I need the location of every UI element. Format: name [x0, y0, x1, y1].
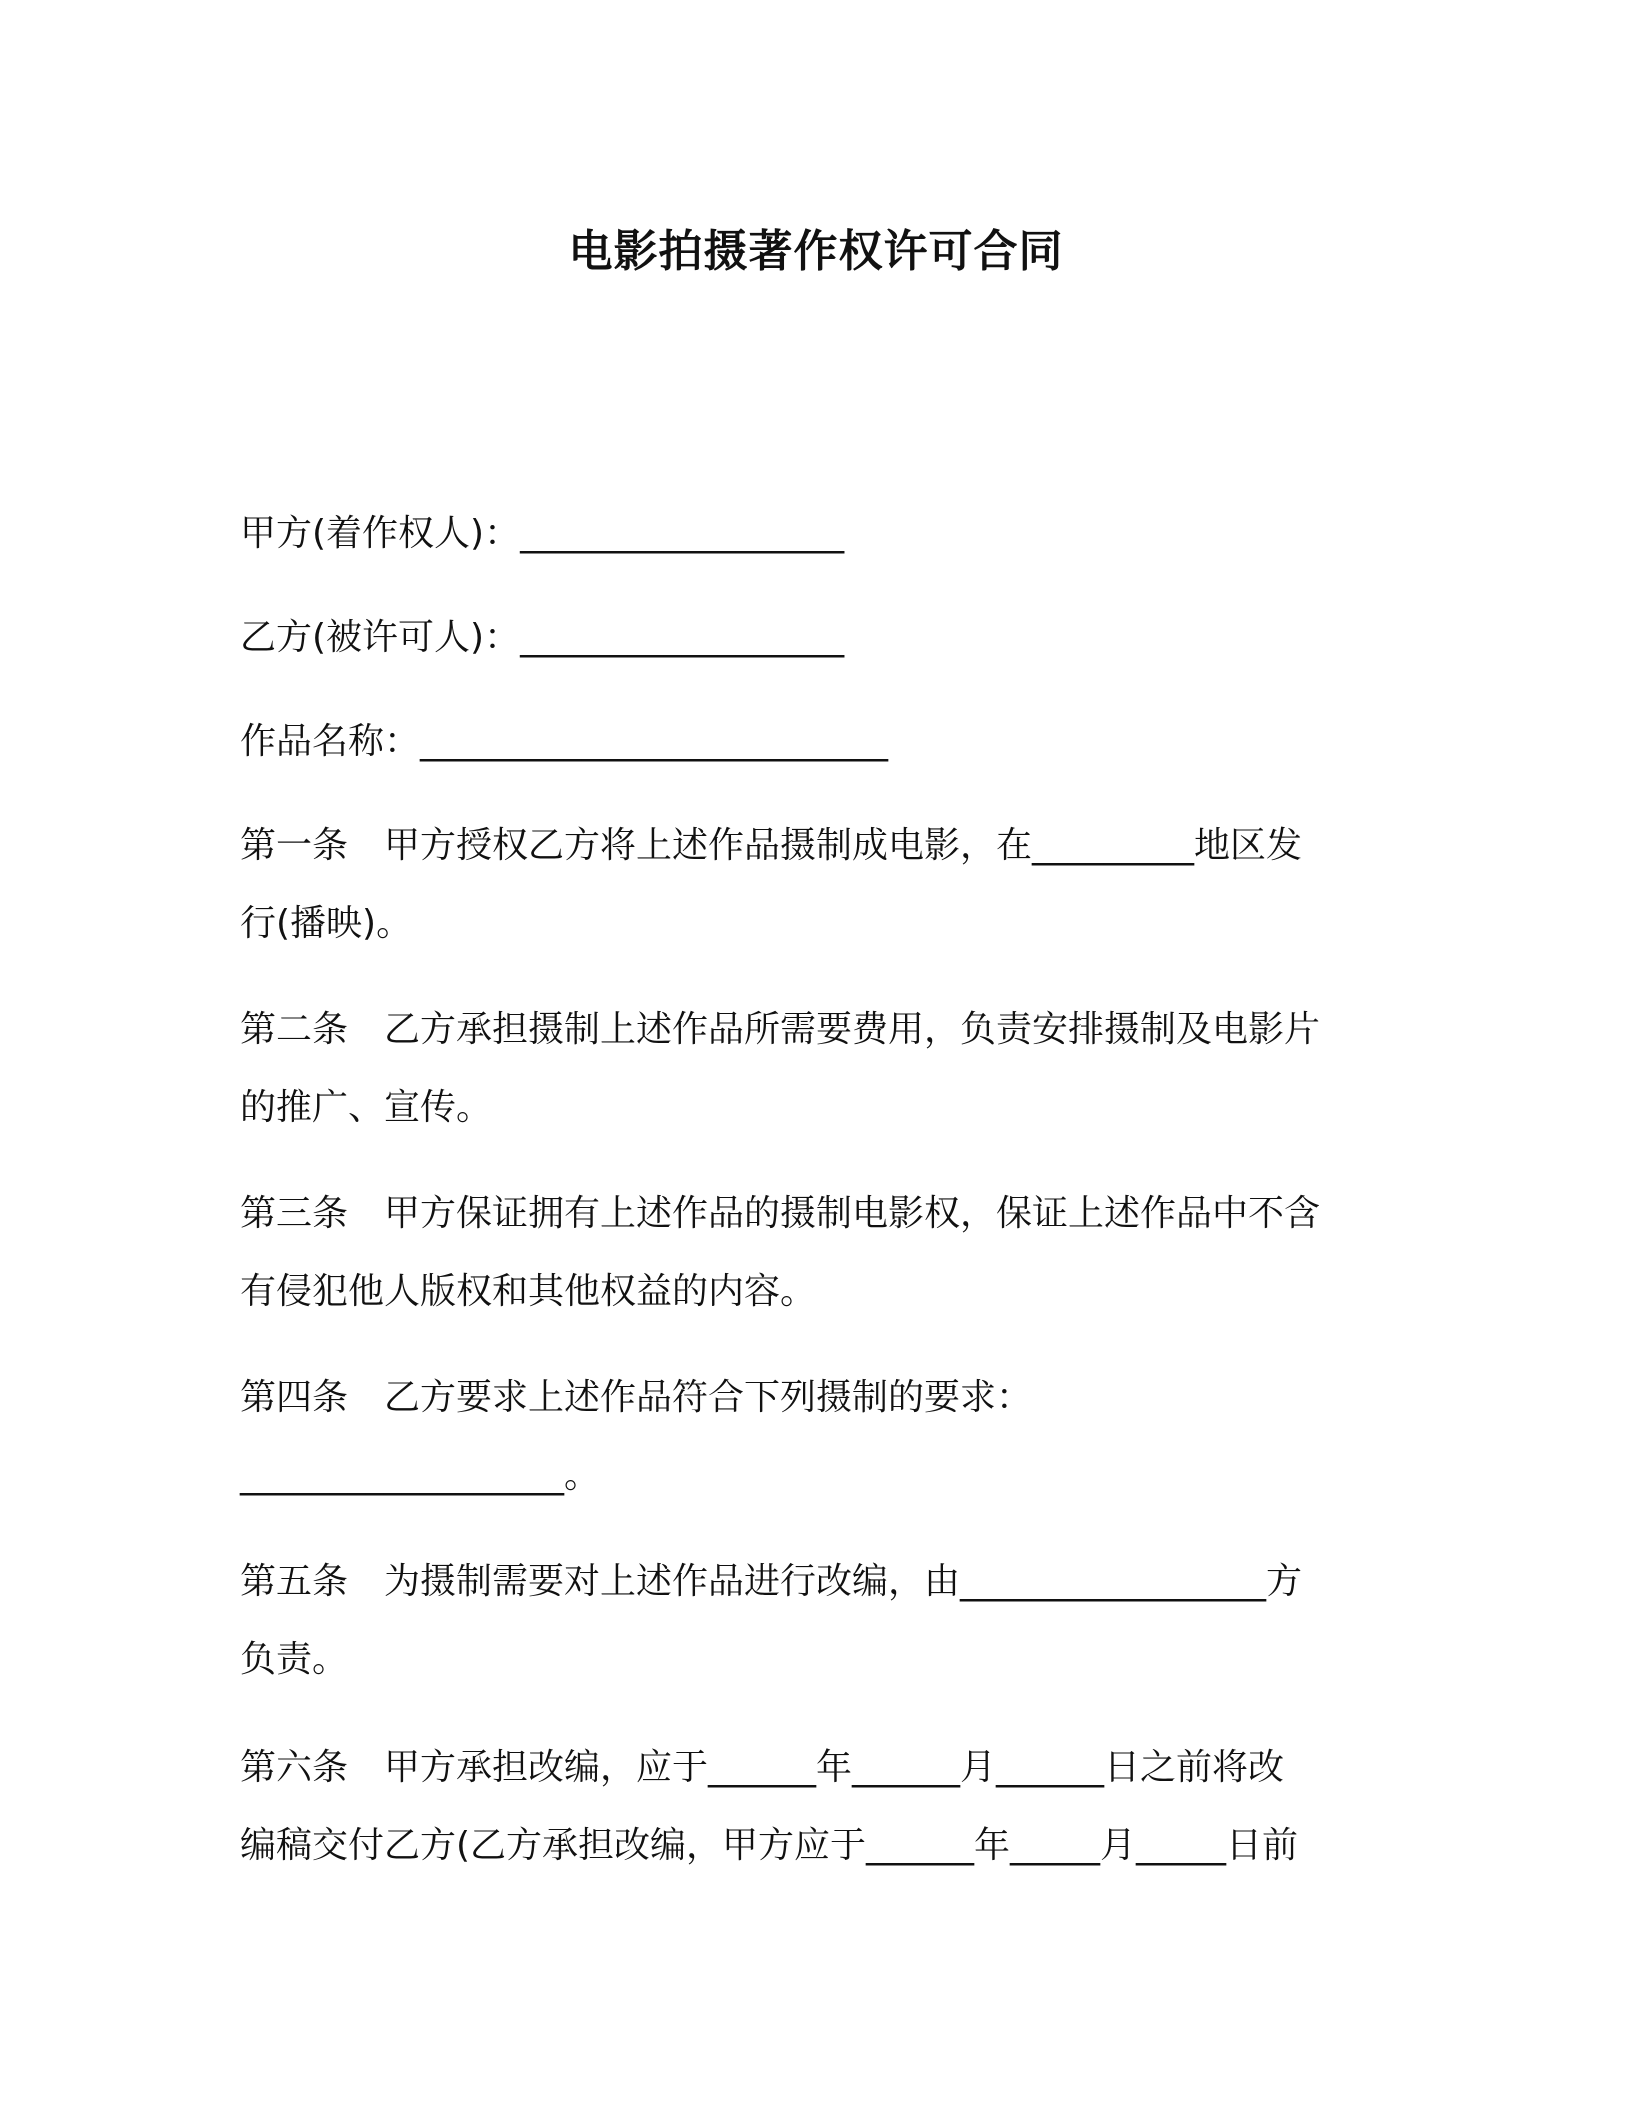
party-b-field: 乙方(被许可人)：__________________: [240, 617, 845, 658]
article-3-line-1: 第三条 甲方保证拥有上述作品的摄制电影权，保证上述作品中不含: [240, 1193, 1321, 1234]
document-body: [240, 495, 1400, 1885]
party-a-field: 甲方(着作权人)：__________________: [240, 513, 845, 554]
article-3-line-2: 有侵犯他人版权和其他权益的内容。: [240, 1271, 817, 1312]
article-1-line-1: 第一条 甲方授权乙方将上述作品摄制成电影，在_________地区发: [240, 825, 1303, 866]
article-1-line-2: 行(播映)。: [240, 903, 413, 944]
article-3: [240, 1175, 1400, 1331]
article-5-line-2: 负责。: [240, 1639, 349, 1680]
article-5: [240, 1543, 1400, 1699]
work-name-field: 作品名称：__________________________: [240, 721, 889, 762]
article-4-line-1: 第四条 乙方要求上述作品符合下列摄制的要求：: [240, 1377, 1033, 1418]
article-5-line-1: 第五条 为摄制需要对上述作品进行改编，由_________________方: [240, 1561, 1303, 1602]
article-6-line-2: 编稿交付乙方(乙方承担改编，甲方应于______年_____月_____日前: [240, 1825, 1299, 1866]
article-4-line-2: __________________。: [240, 1455, 600, 1496]
article-1: [240, 807, 1400, 963]
article-2-line-1: 第二条 乙方承担摄制上述作品所需要费用，负责安排摄制及电影片: [240, 1009, 1321, 1050]
article-4: [240, 1359, 1400, 1515]
article-2: [240, 991, 1400, 1147]
article-2-line-2: 的推广、宣传。: [240, 1087, 493, 1128]
article-6: [240, 1729, 1400, 1885]
article-6-line-1: 第六条 甲方承担改编，应于______年______月______日之前将改: [240, 1747, 1285, 1788]
document-title: 电影拍摄著作权许可合同: [568, 226, 1064, 277]
